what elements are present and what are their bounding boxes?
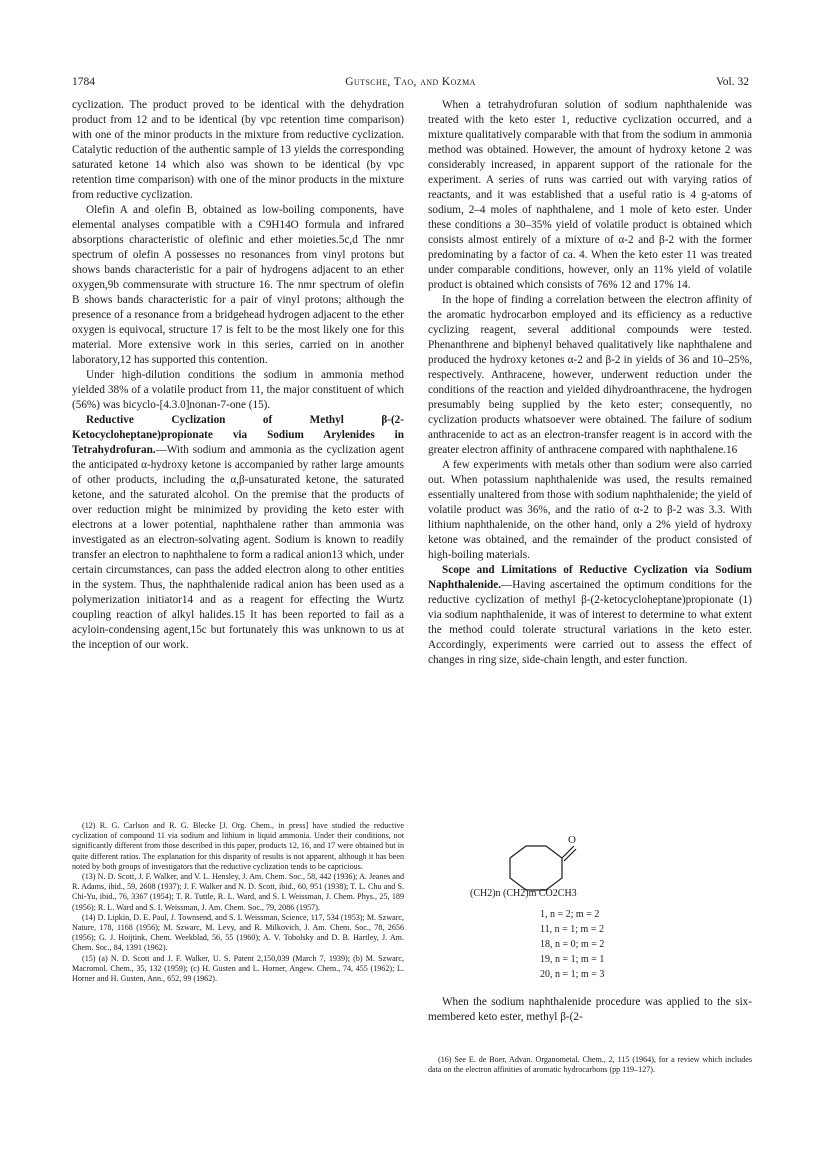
right-paragraph-1: When a tetrahydrofuran solution of sodium naphthalenide was treated with the keto ester 1, reductive cyclization occurred, and a mixture qualitatively comparable with that from the sodium in ammonia method was obtained. However, the amount of hydroxy ketone 2 was considerably increased, in apparent support of the rationale for the experiment. A series of runs was carried out with varying ratios of reactants, and it was established that a useful ratio is 4 g-atoms of sodium, 2–4 moles of naphthalene, and 1 mole of keto ester. Under these conditions a 30–35% yield of volatile product is obtained which consists almost entirely of a mixture of α-2 and β-2 with the former predominating by a factor of ca. 4. When the keto ester 11 was treated under comparable conditions, however, only an 11% yield of volatile product is obtained which consists of 76% 12 and 17% 14.: [428, 99, 752, 291]
right-paragraph-4-body: —Having ascertained the optimum conditions for the reductive cyclization of methyl β-(2-ketocycloheptane)propionate (1) via sodium naphthalenide, it was of interest to determine to what extent the method could tolerate structural variations in the keto ester. Accordingly, experiments were carried out to assess the effect of changes in ring size, side-chain length, and ester function.: [428, 579, 752, 666]
carbonyl-oxygen-label: O: [568, 834, 576, 846]
compound-variant: 1, n = 2; m = 2: [540, 909, 600, 920]
right-paragraph-4: [428, 563, 752, 668]
right-paragraph-5: When the sodium naphthalenide procedure was applied to the six-membered keto ester, methyl β-(2-: [428, 996, 752, 1023]
chemical-structure: [470, 836, 670, 984]
footnote-12: (12) R. G. Carlson and R. G. Blecke [J. Org. Chem., in press] have studied the reductive cyclization of compound 11 via sodium and lithium in liquid ammonia. Under their conditions, not significantly different from those described in this paper, products 12, 16, and 17 were obtained but in quite different ratios. The explanation for this disparity of results is not apparent, although it has been noted by both groups of investigators that the reductive cyclization tends to be capricious.: [72, 821, 404, 871]
footnote-16: (16) See E. de Boer, Advan. Organometal. Chem., 2, 115 (1964), for a review which includes data on the electron affinities of aromatic hydrocarbons (pp 119–127).: [428, 1055, 752, 1075]
right-footnote: [428, 1055, 752, 1075]
compound-variant: 19, n = 1; m = 1: [540, 954, 605, 965]
right-paragraph-2: In the hope of finding a correlation between the electron affinity of the aromatic hydrocarbon employed and its efficiency as a reductive cyclizing reagent, several additional compounds were tested. Phenanthrene and biphenyl behaved qualitatively like naphthalene and produced the hydroxy ketones α-2 and β-2 in yields of 36 and 10–25%, respectively. Anthracene, however, underwent reduction under the conditions of the reaction and yielded dihydroanthracene, the hydrogen presumably being supplied by the keto ester; consequently, no cyclization products whatsoever were obtained. The failure of sodium anthracenide to act as an electron-transfer reagent is in accord with the greater electron affinity of anthracene compared with naphthalene.16: [428, 294, 752, 456]
right-paragraph-3: A few experiments with metals other than sodium were also carried out. When potassium naphthalenide was used, the results remained essentially unaltered from those with sodium naphthalenide; the yield of volatile product was 36%, and the ratio of α-2 to β-2 was 3.3. With lithium naphthalenide, on the other hand, only a 2% yield of hydroxy ketone was obtained, and the remainder of the product consisted of high-boiling materials.: [428, 459, 752, 561]
left-paragraph-4-body: —With sodium and ammonia as the cyclization agent the anticipated α-hydroxy ketone is accompanied by rather large amounts of other products, including the α,β-unsaturated ketone, the saturated ketone, and the saturated alcohol. On the premise that the products of over reduction might be minimized by providing the keto ester with electrons at a lower potential, naphthalene rather than ammonia was investigated as an electron-solvating agent. Sodium is known to readily transfer an electron to naphthalene to form a radical anion13 which, under certain circumstances, can pass the added electron along to other entities in the system. Thus, the naphthalenide radical anion has been used as a polymerization initiator14 and as a reagent for effecting the Wurtz coupling reaction of alkyl halides.15 It has been reported to fail as a acyloin-condensing agent,15c but fortunately this was unknown to us at the inception of our work.: [72, 444, 404, 651]
volume-label: Vol. 32: [715, 76, 749, 88]
footnote-13: (13) N. D. Scott, J. F. Walker, and V. L. Hensley, J. Am. Chem. Soc., 58, 442 (1936); A. Jeanes and R. Adams, ibid., 59, 2608 (1937); J. F. Walker and N. D. Scott, ibid., 60, 951 (1938); T. L. Chu and S. Chi-Yu, ibid., 76, 3367 (1954); T. R. Tuttle, R. L. Ward, and S. I. Weissman, J. Chem. Phys., 25, 189 (1956); R. L. Ward and S. I. Weissman, J. Am. Chem. Soc., 79, 2086 (1957).: [72, 872, 404, 912]
compound-variant: 11, n = 1; m = 2: [540, 924, 604, 935]
footnote-15: (15) (a) N. D. Scott and J. F. Walker, U. S. Patent 2,150,039 (March 7, 1939); (b) M. Szwarc, Macromol. Chem., 35, 132 (1959); (c) H. Gusten and L. Horner, Angew. Chem., 74, 455 (1962); L. Horner and H. Gusten, Ann., 652, 99 (1962).: [72, 953, 404, 984]
running-header: [72, 74, 749, 90]
left-paragraph-3: Under high-dilution conditions the sodium in ammonia method yielded 38% of a volatile product from 11, the major constituent of which (56%) was bicyclo-[4.3.0]nonan-7-one (15).: [72, 369, 404, 411]
substituent-label: (CH2)n (CH2)m CO2CH3: [470, 888, 577, 899]
page-number: 1784: [72, 76, 95, 88]
left-paragraph-2: Olefin A and olefin B, obtained as low-boiling components, have elemental analyses compatible with a C9H14O formula and infrared absorptions characteristic of olefinic and ether moieties.5c,d The nmr spectrum of olefin A possesses no resonances from vinyl protons but shows bands characteristic for a pair of hydrogens adjacent to an ether oxygen,9b commensurate with structure 16. The nmr spectrum of olefin B shows bands characteristic for a pair of vinyl protons; although the presence of a resonance from a bridgehead hydrogen adjacent to the ether oxygen is equivocal, structure 17 is felt to be the most likely one for this material. More extensive work in this series, carried on in another laboratory,12 has supported this contention.: [72, 204, 404, 366]
left-paragraph-4: [72, 413, 404, 653]
compound-variant: 18, n = 0; m = 2: [540, 939, 605, 950]
footnote-14: (14) D. Lipkin, D. E. Paul, J. Townsend, and S. I. Weissman, Science, 117, 534 (1953); M. Szwarc, Nature, 178, 1168 (1956); M. Szwarc, M. Levy, and R. Milkovich, J. Am. Chem. Soc., 78, 2656 (1956); G. J. Hoijtink, Chem. Weekblad, 56, 55 (1960); A. V. Tobolsky and D. B. Hartley, J. Am. Chem. Soc., 84, 1391 (1962).: [72, 912, 404, 953]
left-column: [72, 98, 404, 653]
compound-variant: 20, n = 1; m = 3: [540, 969, 605, 980]
section-heading-reductive-cyclization: Reductive Cyclization of Methyl β-(2-Ketocycloheptane)propionate via Sodium Arylenides in Tetrahydrofuran.: [72, 414, 404, 456]
running-authors: Gutsche, Tao, and Kozma: [345, 76, 476, 88]
left-paragraph-1: cyclization. The product proved to be identical with the dehydration product from 12 and to be identical (by vpc retention time comparison) with one of the minor products in the mixture from reductive cyclization. Catalytic reduction of the authentic sample of 13 yields the corresponding saturated ketone 14 which also was shown to be identical (by vpc retention time comparison) with one of the minor products in the mixture from reductive cyclization.: [72, 99, 404, 201]
right-column: [428, 98, 752, 668]
right-bottom-text: [428, 995, 752, 1025]
section-heading-scope: Scope and Limitations of Reductive Cyclization via Sodium Naphthalenide.: [428, 564, 752, 591]
left-footnotes: [72, 821, 404, 984]
